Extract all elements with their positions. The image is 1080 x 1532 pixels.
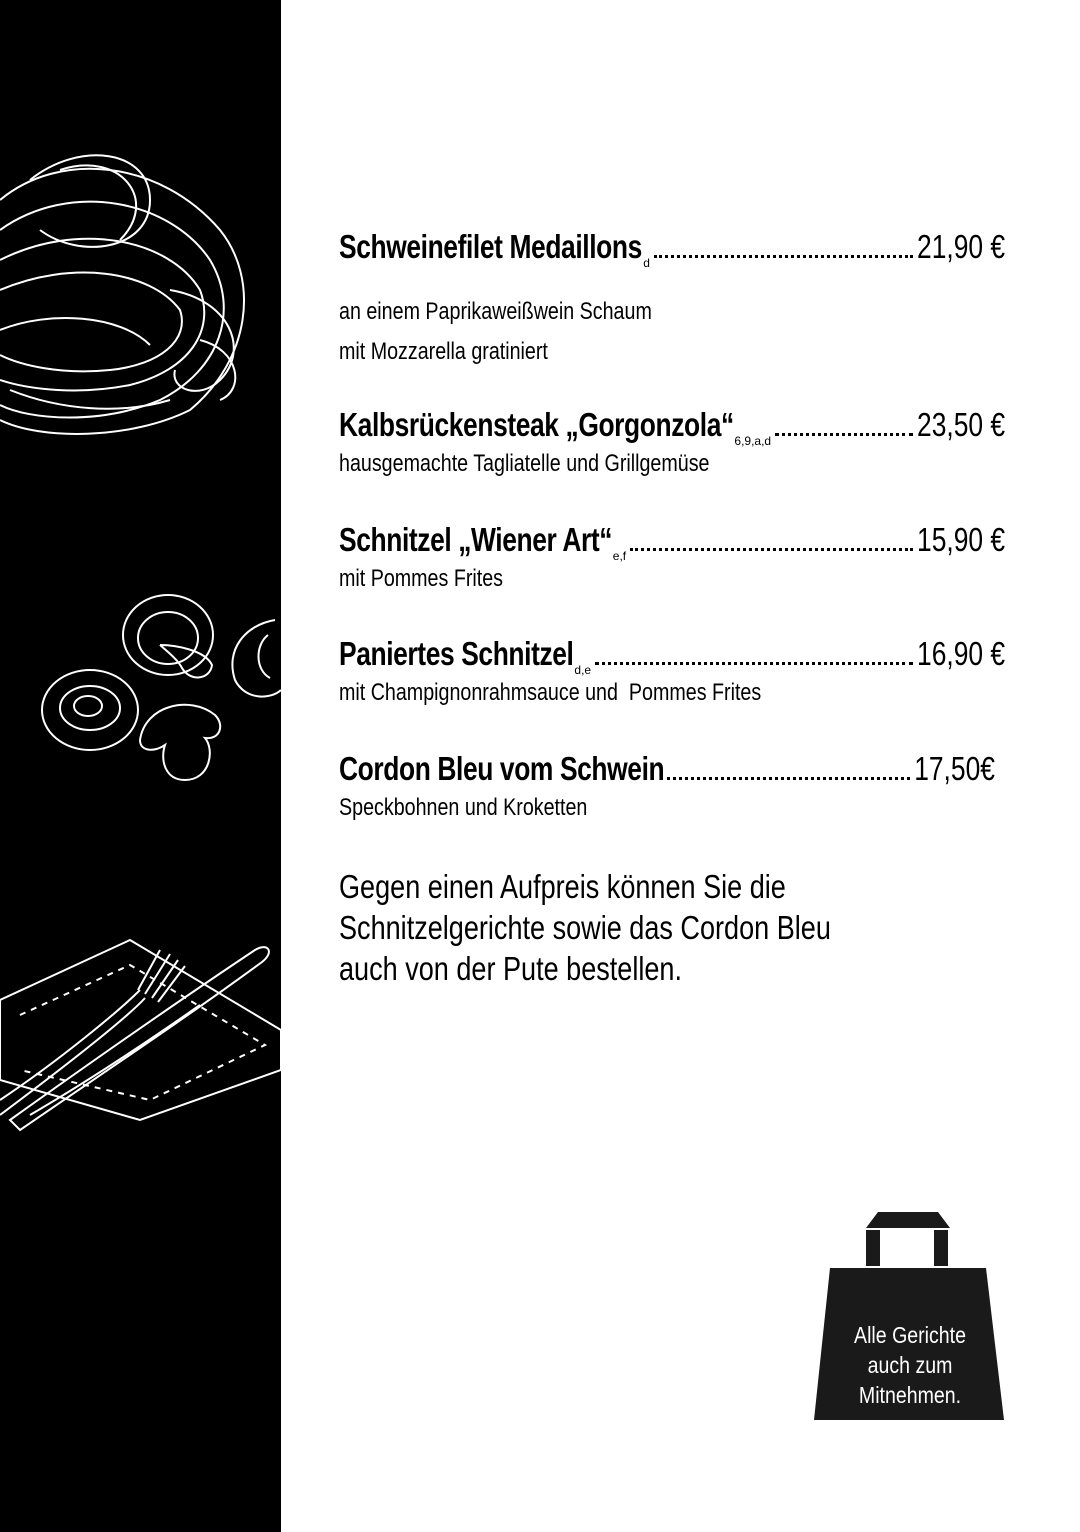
dish-price: 15,90 €: [916, 521, 1005, 558]
allergen-codes: 6,9,a,d: [734, 434, 772, 448]
allergen-codes: e,f: [612, 549, 627, 563]
dish-price: 17,50€: [914, 750, 995, 787]
dish-price: 23,50 €: [916, 406, 1005, 443]
dish-description: Speckbohnen und Kroketten: [339, 794, 588, 821]
allergen-codes: d,e: [574, 663, 592, 677]
dish-price: 16,90 €: [916, 635, 1005, 672]
dish-name: Cordon Bleu vom Schwein: [339, 750, 665, 787]
sidebar-illustrations: [0, 0, 281, 1532]
cutlery-napkin-icon: [0, 920, 281, 1150]
dish-description: mit Champignonrahmsauce und Pommes Frites: [339, 679, 762, 706]
dot-leader: [630, 548, 913, 551]
takeaway-text: Alle Gerichte auch zum Mitnehmen.: [854, 1322, 966, 1408]
dish-name: Schnitzel „Wiener Art“: [339, 521, 613, 558]
poultry-note: Gegen einen Aufpreis können Sie die Schnitzelgerichte sowie das Cordon Bleu auch von der Pute bestellen.: [339, 868, 831, 987]
mushrooms-icon: [0, 590, 281, 790]
dot-leader: [595, 662, 913, 665]
dish-name: Kalbsrückensteak „Gorgonzola“: [339, 406, 734, 443]
menu-item: [339, 746, 995, 828]
dot-leader: [775, 433, 913, 436]
takeaway-badge: [814, 1210, 1006, 1420]
menu-item: [339, 402, 1005, 484]
dish-description: hausgemachte Tagliatelle und Grillgemüse: [339, 450, 710, 477]
menu-item: [339, 224, 1005, 372]
dish-description: an einem Paprikaweißwein Schaum mit Mozzarella gratiniert: [339, 298, 652, 365]
pasta-icon: [0, 140, 281, 440]
dish-name: Schweinefilet Medaillons: [339, 228, 642, 265]
dot-leader: [667, 777, 911, 780]
dish-price: 21,90 €: [916, 228, 1005, 265]
dot-leader: [654, 255, 913, 258]
menu-item: [339, 517, 1005, 599]
dish-name: Paniertes Schnitzel: [339, 635, 574, 672]
dish-description: mit Pommes Frites: [339, 565, 504, 592]
menu-item: [339, 631, 1005, 713]
allergen-codes: d: [643, 256, 650, 270]
